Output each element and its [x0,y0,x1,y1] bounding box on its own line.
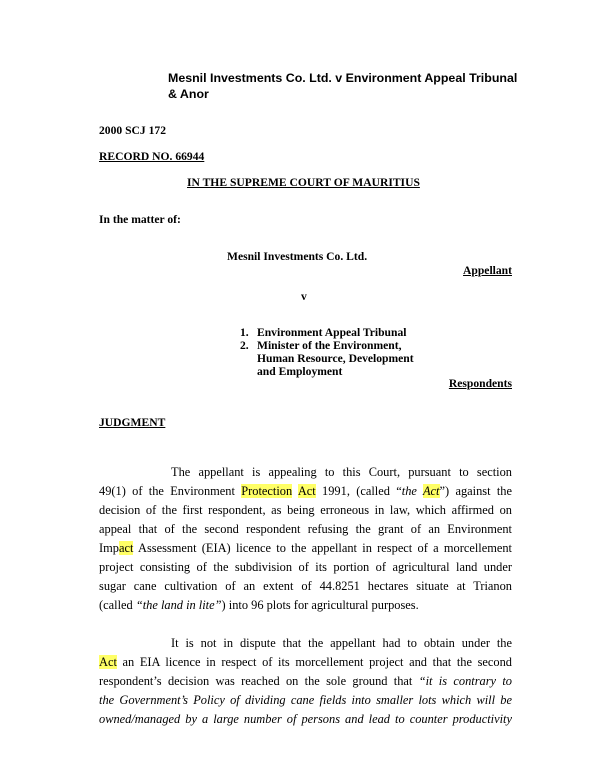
judgment-heading: JUDGMENT [99,416,166,429]
matter-of-label: In the matter of: [99,213,181,226]
para1-line: project consisting of the subdivision of its portion of agricultural land under [99,560,512,574]
para2-line: the Government’s Policy of dividing cane fields into smaller lots which will be [99,693,512,707]
para1-line: The appellant is appealing to this Court, pursuant to section [171,465,512,479]
para1-line: (called “the land in lite”) into 96 plots for agricultural purposes. [99,598,419,612]
search-highlight: Act [99,655,117,669]
para2-line: owned/managed by a large number of persons and lead to counter productivity [99,712,512,726]
para1-line: Impact Assessment (EIA) licence to the appellant in respect of a morcellement [99,541,512,555]
versus-label: v [301,290,307,303]
respondent-number: 1. [240,326,249,339]
respondent-name-line: Human Resource, Development [257,352,414,365]
para1-line: 49(1) of the Environment Protection Act 1991, (called “the Act”) against the [99,484,512,498]
record-number: RECORD NO. 66944 [99,150,205,163]
respondents-list [240,326,414,378]
para1-line: sugar cane cultivation of an extent of 44.8251 hectares situate at Trianon [99,579,512,593]
search-highlight: Act [297,484,316,498]
respondent-name-line: Environment Appeal Tribunal [257,326,407,339]
para2-line: It is not in dispute that the appellant had to obtain under the [171,636,512,650]
respondent-item [240,326,414,339]
respondents-role: Respondents [448,377,512,390]
para2-line: respondent’s decision was reached on the sole ground that “it is contrary to [99,674,512,688]
appellant-name: Mesnil Investments Co. Ltd. [227,250,368,263]
search-highlight: Protection [241,484,293,498]
para1-line: appeal that of the second respondent refusing the grant of an Environment [99,522,512,536]
respondent-name-line: Minister of the Environment, [257,339,402,352]
respondent-item [240,339,414,378]
case-title-line-2: & Anor [168,87,209,101]
case-title-line-1: Mesnil Investments Co. Ltd. v Environment Appeal Tribunal [168,71,518,85]
respondent-name-line: and Employment [257,365,343,378]
respondent-number: 2. [240,339,249,352]
court-heading: IN THE SUPREME COURT OF MAURITIUS [187,176,420,189]
para1-line: decision of the first respondent, as being erroneous in law, which affirmed on [99,503,512,517]
para2-line: Act an EIA licence in respect of its morcellement project and that the second [99,655,512,669]
appellant-role: Appellant [463,264,512,277]
case-title [168,70,517,102]
citation: 2000 SCJ 172 [99,124,166,137]
search-highlight: act [118,541,134,555]
search-highlight: Act [422,484,440,498]
